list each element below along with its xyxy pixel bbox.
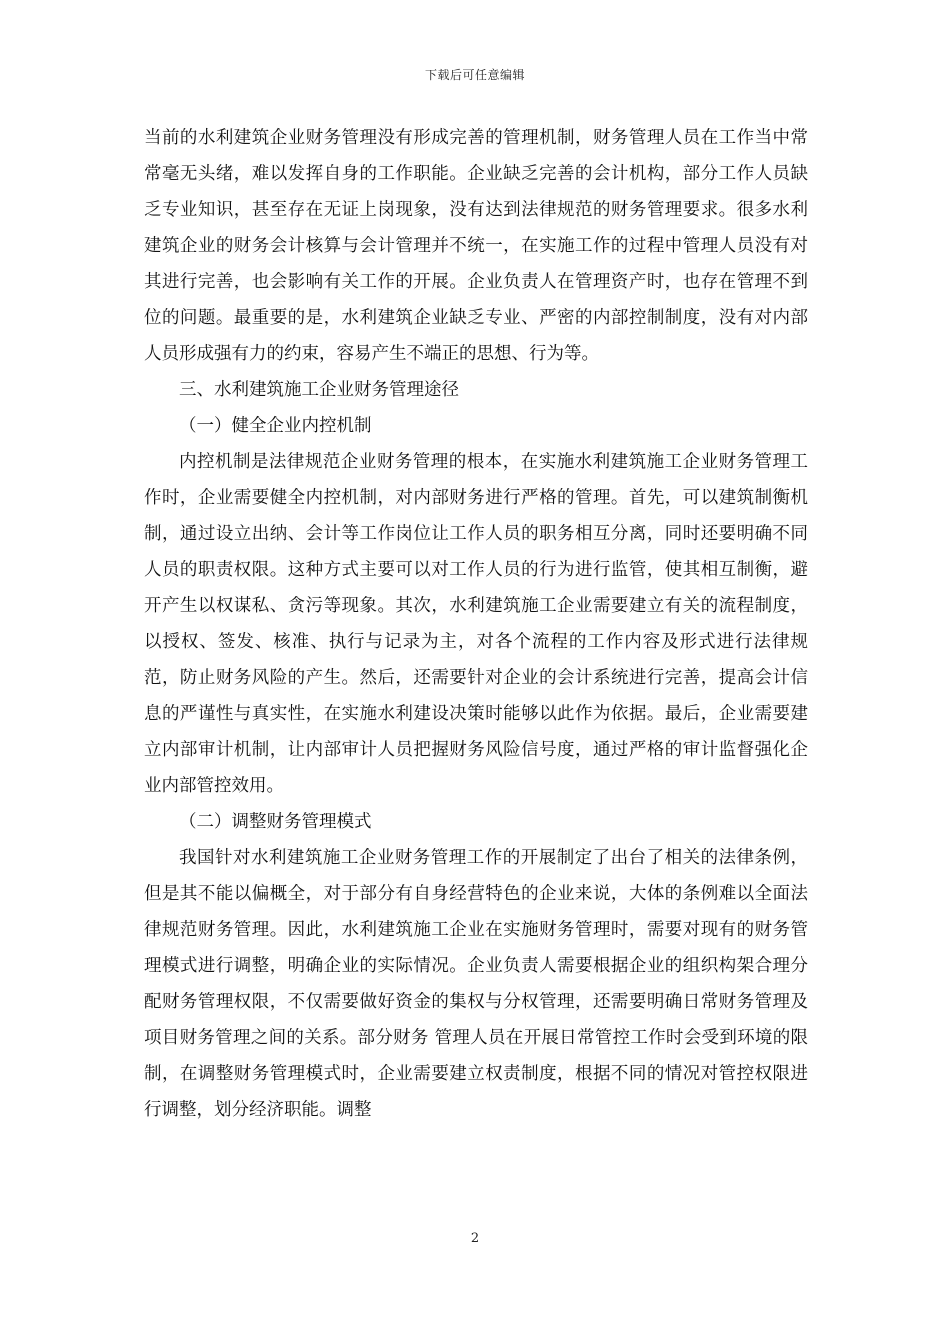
page-header: 下载后可任意编辑 (424, 68, 525, 82)
page-number: 2 (470, 1231, 480, 1246)
body-paragraph: 我国针对水利建筑施工企业财务管理工作的开展制定了出台了相关的法律条例，但是其不能以偏概全，对于部分有自身经营特色的企业来说，大体的条例难以全面法律规范财务管理。因此，水利建筑施工企业在实施财务管理时，需要对现有的财务管理模式进行调整，明确企业的实际情况。企业负责人需要根据企业的组织构架合理分配财务管理权限，不仅需要做好资金的集权与分权管理，还需要明确日常财务管理及项目财务管理之间的关系。部分财务 管理人员在开展日常管控工作时会受到环境的限制，在调整财务管理模式时，企业需要建立权责制度，根据不同的情况对管控权限进行调整，划分经济职能。调整 (144, 848, 808, 1120)
body-paragraph: 当前的水利建筑企业财务管理没有形成完善的管理机制，财务管理人员在工作当中常常毫无头绪，难以发挥自身的工作职能。企业缺乏完善的会计机构，部分工作人员缺乏专业知识，甚至存在无证上岗现象，没有达到法律规范的财务管理要求。很多水利建筑企业的财务会计核算与会计管理并不统一，在实施工作的过程中管理人员没有对其进行完善，也会影响有关工作的开展。企业负责人在管理资产时，也存在管理不到位的问题。最重要的是，水利建筑企业缺乏专业、严密的内部控制制度，没有对内部人员形成强有力的约束，容易产生不端正的思想、行为等。 (144, 128, 808, 364)
document-body (144, 120, 808, 1128)
section-heading: 三、水利建筑施工企业财务管理途径 (179, 380, 459, 400)
subsection-heading: （一）健全企业内控机制 (179, 416, 372, 436)
subsection-heading: （二）调整财务管理模式 (179, 812, 372, 832)
body-paragraph: 内控机制是法律规范企业财务管理的根本，在实施水利建筑施工企业财务管理工作时，企业需要健全内控机制，对内部财务进行严格的管理。首先，可以建筑制衡机制，通过设立出纳、会计等工作岗位让工作人员的职务相互分离，同时还要明确不同人员的职责权限。这种方式主要可以对工作人员的行为进行监管，使其相互制衡，避开产生以权谋私、贪污等现象。其次，水利建筑施工企业需要建立有关的流程制度，以授权、签发、核准、执行与记录为主，对各个流程的工作内容及形式进行法律规范，防止财务风险的产生。然后，还需要针对企业的会计系统进行完善，提高会计信息的严谨性与真实性，在实施水利建设决策时能够以此作为依据。最后，企业需要建立内部审计机制，让内部审计人员把握财务风险信号度，通过严格的审计监督强化企业内部管控效用。 (144, 452, 808, 796)
